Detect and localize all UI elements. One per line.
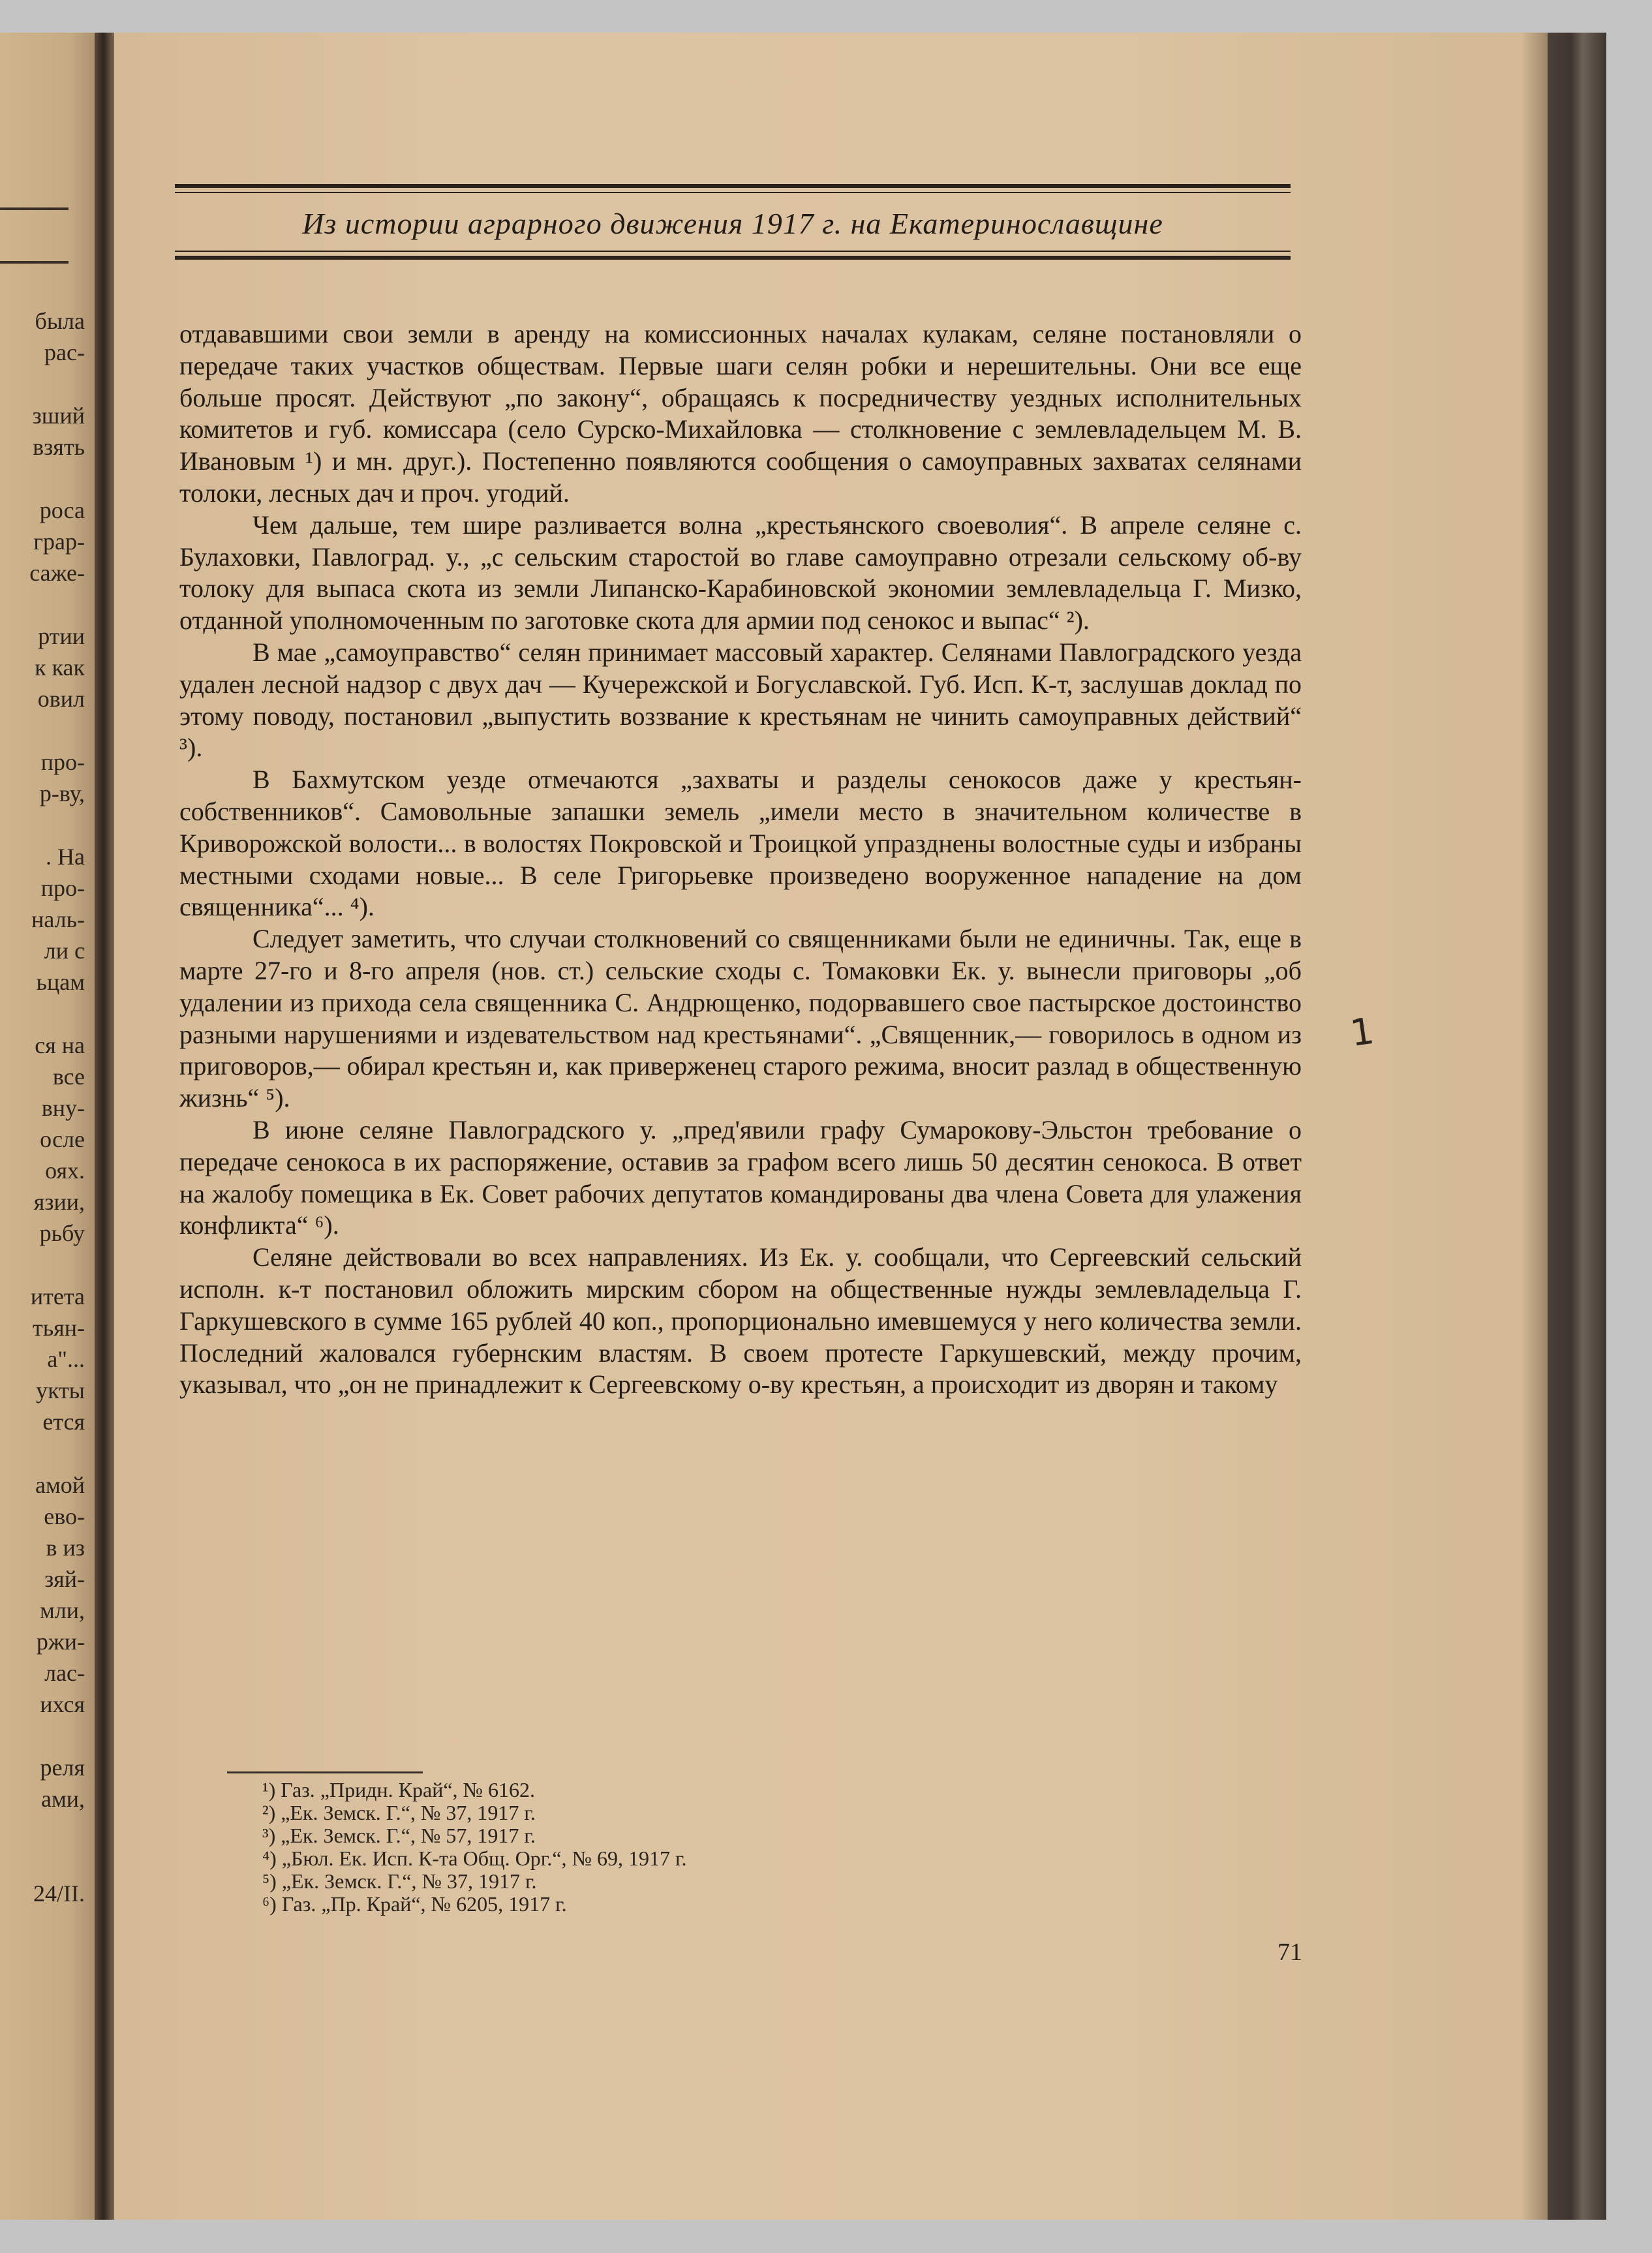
page-number: 71	[1277, 1939, 1302, 1966]
previous-page-fragment: ли с	[44, 938, 85, 964]
book-gutter	[95, 33, 114, 2220]
previous-page-fragment: а"...	[47, 1346, 85, 1372]
page-edge-shadow	[1522, 33, 1548, 2220]
running-head: Из истории аграрного движения 1917 г. на Екатеринославщине	[302, 207, 1163, 240]
previous-page-fragment: ихся	[40, 1691, 85, 1717]
scanned-book-spread	[0, 33, 1606, 2220]
previous-page-fragment: саже-	[29, 560, 85, 586]
previous-page-rule	[0, 207, 69, 210]
previous-page-fragment: лас-	[44, 1660, 85, 1686]
header-rule	[175, 192, 1291, 193]
previous-page-fragment: к как	[35, 654, 85, 681]
handwritten-margin-note: 1	[1347, 1009, 1377, 1056]
previous-page-fragment: ьцам	[36, 969, 85, 995]
previous-page-fragment: амой	[35, 1472, 85, 1498]
previous-page-rule	[0, 261, 69, 264]
paragraph: Чем дальше, тем шире разливается волна „крестьянского своеволия“. В апреле селяне с. Булаховки, Павлоград. у., „с сельским старостой во главе самоуправно отрезали сельскому об-ву толоку для выпаса скота из земли Липанско-Карабиновской экономии землевладельца Г. Мизко, отданной уполномоченным по заготовке скота для армии под сенокос и выпас“ ²).	[179, 510, 1302, 636]
previous-page-fragment: ево-	[44, 1503, 85, 1529]
paragraph: В Бахмутском уезде отмечаются „захваты и разделы сенокосов даже у крестьян-собственников“. Самовольные запашки земель „имели место в значительном количестве в Криворожской волости... в волостях Покровской и Троицкой упразднены волостные суды и избраны местными сходами новые... В селе Григорьевке произведено вооруженное нападение на дом священника“... ⁴).	[179, 765, 1302, 922]
paragraph: Селяне действовали во всех направлениях. Из Ек. у. сообщали, что Сергеевский сельский исполн. к-т постановил обложить мирским сбором на общественные нужды землевладельца Г. Гаркушевского в сумме 165 рублей 40 коп., пропорционально имевшемуся у него количества земли. Последний жаловался губернским властям. В своем протесте Гаркушевский, между прочим, указывал, что „он не принадлежит к Сергеевскому о-ву крестьян, а происходит из дворян и такому	[179, 1242, 1302, 1400]
previous-page-fragment: ржи-	[36, 1629, 85, 1655]
previous-page-fragment: граp-	[33, 529, 85, 555]
previous-page-fragment: зший	[32, 403, 85, 429]
footnote: ⁴) „Бюл. Ек. Исп. К-та Общ. Орг.“, № 69, 1917 г.	[262, 1847, 687, 1870]
footnotes	[262, 1779, 1045, 1916]
previous-page-fragment: зяй-	[44, 1566, 85, 1592]
header-rule	[175, 256, 1291, 260]
footnote: ⁵) „Ек. Земск. Г.“, № 37, 1917 г.	[262, 1869, 537, 1893]
previous-page-fragment: про-	[40, 875, 85, 901]
previous-page-fragment: 24/II.	[33, 1880, 85, 1907]
previous-page-fragment: взять	[33, 434, 85, 460]
footnote: ¹) Газ. „Придн. Край“, № 6162.	[262, 1778, 536, 1801]
header-rule	[175, 184, 1291, 188]
previous-page-fragment: ся на	[35, 1032, 85, 1058]
footnote: ³) „Ек. Земск. Г.“, № 57, 1917 г.	[262, 1824, 536, 1847]
previous-page-fragment: рьбу	[39, 1220, 85, 1246]
footnote: ²) „Ек. Земск. Г.“, № 37, 1917 г.	[262, 1801, 536, 1824]
previous-page-fragment: про-	[40, 749, 85, 775]
previous-page-fragment: язии,	[33, 1189, 85, 1215]
previous-page-fragment: реля	[40, 1755, 85, 1781]
paragraph: В июне селяне Павлоградского у. „пред'явили графу Сумарокову-Эльстон требование о передаче сенокоса в их распоряжение, оставив за графом всего лишь 50 десятин сенокоса. В ответ на жалобу помещика в Ек. Совет рабочих депутатов командированы два члена Совета для улажения конфликта“ ⁶).	[179, 1114, 1302, 1240]
previous-page-fragment: наль-	[31, 906, 85, 932]
previous-page-fragment: все	[52, 1064, 85, 1090]
previous-page-fragment: рас-	[44, 339, 85, 365]
previous-page-fragment: ртии	[38, 623, 85, 649]
previous-page-fragment: р-ву,	[39, 780, 85, 806]
footnote-rule	[227, 1771, 423, 1773]
previous-page-fragment: ется	[42, 1409, 85, 1435]
previous-page-fragment: укты	[36, 1377, 85, 1403]
paragraph: отдававшими свои земли в аренду на комиссионных началах кулакам, селяне постановляли о передаче таких участков обществам. Первые шаги селян робки и нерешительны. Они все еще больше просят. Действуют „по закону“, обращаясь к посредничеству уездных исполнительных комитетов и губ. комиссара (село Сурско-Михайловка — столкновение с землевладельцем М. В. Ивановым ¹) и мн. друг.). Постепенно появляются сообщения о самоуправных захватах селянами толоки, лесных дач и проч. угодий.	[179, 319, 1302, 508]
paragraph: Следует заметить, что случаи столкновений со священниками были не единичны. Так, еще в марте 27-го и 8-го апреля (нов. ст.) сельские сходы с. Томаковки Ек. у. вынесли приговоры „об удалении из прихода села священника С. Андрющенко, подорвавшего свое пастырское достоинство разными нарушениями и издевательством над крестьянами“. „Священник,— говорилось в одном из приговоров,— обирал крестьян и, как приверженец старого режима, вносит разлад в общественную жизнь“ ⁵).	[179, 924, 1302, 1113]
paragraph: В мае „самоуправство“ селян принимает массовый характер. Селянами Павлоградского уезда удален лесной надзор с двух дач — Кучережской и Богуславской. Губ. Исп. К-т, заслушав доклад по этому поводу, постановил „выпустить воззвание к крестьянам не чинить самоуправных действий“ ³).	[179, 637, 1302, 763]
previous-page-fragment: вну-	[41, 1095, 85, 1121]
footnote: ⁶) Газ. „Пр. Край“, № 6205, 1917 г.	[262, 1892, 567, 1916]
previous-page-fragment: тьян-	[33, 1315, 85, 1341]
previous-page-fragment: итета	[30, 1283, 85, 1310]
previous-page-fragment: роса	[39, 497, 85, 523]
book-page-edges	[1548, 33, 1606, 2220]
previous-page-fragment: в из	[46, 1535, 85, 1561]
previous-page-fragment: . На	[46, 844, 85, 870]
previous-page-fragment: ами,	[40, 1786, 85, 1812]
previous-page-fragment: овил	[37, 686, 85, 712]
body-text	[179, 318, 1302, 1401]
previous-page-fragment: осле	[40, 1126, 85, 1152]
header-rule	[175, 251, 1291, 252]
previous-page-fragment: была	[35, 308, 85, 334]
previous-page-fragment: оях.	[45, 1157, 85, 1184]
previous-page-fragment: мли,	[39, 1597, 85, 1623]
